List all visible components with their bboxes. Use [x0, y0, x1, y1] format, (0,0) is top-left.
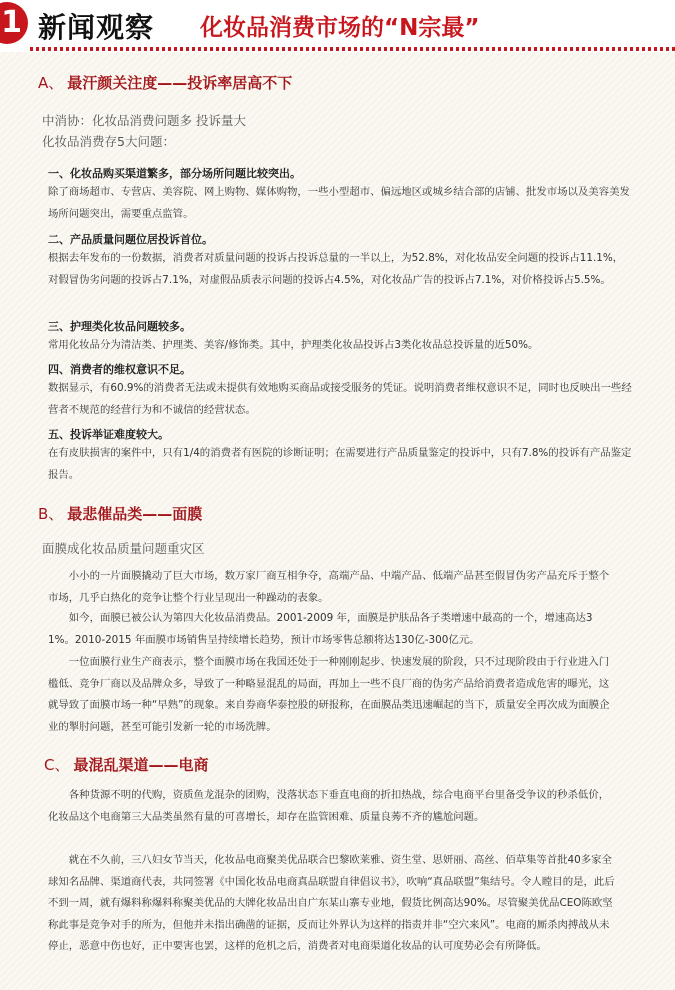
section-b-paragraph-3: 一位面膜行业生产商表示，整个面膜市场在我国还处于一种刚刚起步、快速发展的阶段，只不过现阶段由于行业进入门槛低、竞争厂商以及品牌众多，导致了一种略显混乱的局面，再加上一些不良厂商的伪劣产品给消费者造成危害的曝光，这就导致了面膜市场一种“早熟”的现象。来自券商华泰控股的研报称，在面膜品类迅速崛起的当下，质量安全再次成为面膜企业的掣肘问题，甚至可能引发新一轮的市场洗牌。	[48, 656, 610, 733]
issue-3-body: 常用化妆品分为清洁类、护理类、美容/修饰类。其中，护理类化妆品投诉占3类化妆品总投诉量的近50%。	[48, 339, 539, 351]
section-a-intro: 化妆品消费存5大问题：	[42, 134, 175, 149]
section-a-heading	[38, 72, 292, 93]
article-title: 化妆品消费市场的“N宗最”	[200, 15, 480, 41]
section-c-paragraph-2: 就在不久前，三八妇女节当天，化妆品电商聚美优品联合巴黎欧莱雅、资生堂、思妍丽、高丝、佰草集等首批40多家全球知名品牌、渠道商代表，共同签署《中国化妆品电商真品联盟自律倡议书》，吹响“真品联盟”集结号。令人瞠目的是，此后不到一周，就有爆料称爆料称聚美优品的大牌化妆品出自广东某山寨专业地，假货比例高达90%。尽管聚美优品CEO陈欧坚称此事是竞争对手的所为，但他并未指出确凿的证据，反而让外界认为这样的指责并非“空穴来风”。电商的厮杀肉搏战从未停止，恶意中伤也好，正中要害也罢，这样的危机之后，消费者对电商渠道化妆品的认可度势必会有所降低。	[48, 854, 615, 952]
issue-4-heading: 四、消费者的维权意识不足。	[48, 363, 191, 376]
section-b-prefix: B、	[38, 505, 64, 523]
section-a-prefix: A、	[38, 74, 64, 92]
issue-5-body: 在有皮肤损害的案件中，只有1/4的消费者有医院的诊断证明；在需要进行产品质量鉴定的投诉中，只有7.8%的投诉有产品鉴定报告。	[48, 447, 632, 481]
issue-4-body: 数据显示，有60.9%的消费者无法或未提供有效地购买商品或接受服务的凭证。说明消费者维权意识不足，同时也反映出一些经营者不规范的经营行为和不诚信的经营状态。	[48, 382, 632, 416]
issue-2-heading: 二、产品质量问题位居投诉首位。	[48, 233, 213, 246]
section-b-paragraph-2: 如今，面膜已被公认为第四大化妆品消费品。2001-2009 年，面膜是护肤品各子类增速中最高的一个，增速高达31%。2010-2015 年面膜市场销售呈持续增长趋势，预计市场零售总额将达130亿-300亿元。	[48, 612, 593, 646]
section-c-title: 最混乱渠道——电商	[73, 756, 209, 774]
header-divider	[30, 47, 675, 51]
section-b-title: 最悲催品类——面膜	[67, 505, 203, 523]
issue-1-heading: 一、化妆品购买渠道繁多，部分场所问题比较突出。	[48, 167, 301, 180]
section-b-subtitle: 面膜成化妆品质量问题重灾区	[42, 541, 205, 556]
section-b-paragraph-1: 小小的一片面膜撬动了巨大市场，数万家厂商互相争夺，高端产品、中端产品、低端产品甚至假冒伪劣产品充斥于整个市场，几乎白热化的竞争让整个行业呈现出一种躁动的表象。	[48, 570, 610, 604]
section-a-source: 中消协：化妆品消费问题多 投诉量大	[42, 113, 246, 128]
issue-2-body: 根据去年发布的一份数据，消费者对质量问题的投诉占投诉总量的一半以上，为52.8%，对化妆品安全问题的投诉占11.1%，对假冒伪劣问题的投诉占7.1%，对虚假品质表示问题的投诉占4.5%，对化妆品广告的投诉占7.1%，对价格投诉占5.5%。	[48, 252, 624, 286]
section-c-paragraph-1: 各种货源不明的代购，资质鱼龙混杂的团购，没落状态下垂直电商的折扣热战，综合电商平台里备受争议的秒杀低价，化妆品这个电商第三大品类虽然有量的可喜增长，却存在监管困难、质量良莠不齐的尴尬问题。	[48, 789, 610, 823]
section-b-heading	[38, 503, 202, 524]
issue-1-body: 除了商场超市、专营店、美容院、网上购物、媒体购物，一些小型超市、偏远地区或城乡结合部的店铺、批发市场以及美容美发场所问题突出，需要重点监管。	[48, 186, 630, 220]
section-number-badge: 1	[0, 2, 28, 44]
article-header	[0, 0, 675, 52]
section-a-title: 最汗颜关注度——投诉率居高不下	[67, 74, 293, 92]
section-c-heading	[44, 754, 209, 775]
issue-3-heading: 三、护理类化妆品问题较多。	[48, 320, 191, 333]
issue-5-heading: 五、投诉举证难度较大。	[48, 428, 169, 441]
column-name: 新闻观察	[38, 11, 155, 44]
section-c-prefix: C、	[44, 756, 70, 774]
